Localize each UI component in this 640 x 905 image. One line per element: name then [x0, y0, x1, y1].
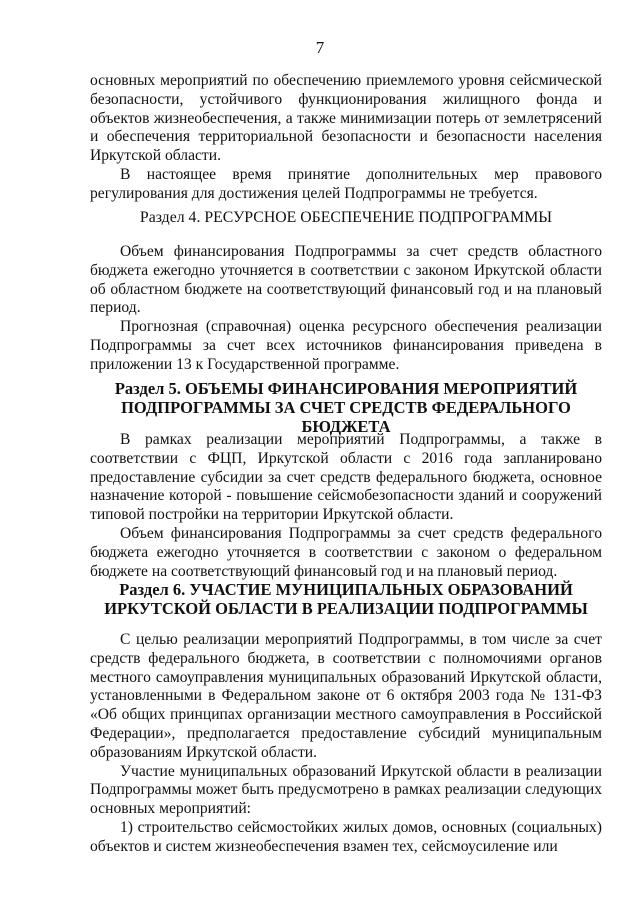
section-6-body — [90, 631, 602, 857]
section-4-heading: Раздел 4. РЕСУРСНОЕ ОБЕСПЕЧЕНИЕ ПОДПРОГРАММЫ — [139, 209, 553, 226]
section-4-paragraph-2: Прогнозная (справочная) оценка ресурсного обеспечения реализации Подпрограммы за счет всех источников финансирования приведена в приложении 13 к Государственной программе. — [90, 318, 602, 373]
section-4 — [90, 208, 602, 227]
section-5 — [90, 379, 602, 436]
section-6-heading-line-1: Раздел 6. УЧАСТИЕ МУНИЦИПАЛЬНЫХ ОБРАЗОВАНИЙ — [119, 580, 573, 599]
section-5-body — [90, 431, 602, 581]
section-6-paragraph-3: 1) строительство сейсмостойких жилых домов, основных (социальных) объектов и систем жизнеобеспечения взамен тех, сейсмоусиление или — [90, 818, 602, 855]
page-number: 7 — [315, 38, 325, 57]
section-5-paragraph-2: Объем финансирования Подпрограммы за счет средств федерального бюджета ежегодно уточняется в соответствии с законом о федеральном бюджете на соответствующий финансовый год и на плановый период. — [90, 524, 602, 580]
intro-paragraph-2: В настоящее время принятие дополнительных мер правового регулирования для достижения целей Подпрограммы не требуется. — [90, 165, 602, 202]
section-5-paragraph-1: В рамках реализации мероприятий Подпрограммы, а также в соответствии с ФЦП, Иркутской области с 2016 года запланировано предоставление субсидии за счет средств федерального бюджета, основное назначение которой - повышение сейсмобезопасности зданий и сооружений типовой постройки на территории Иркутской области. — [90, 431, 602, 524]
section-6-heading-line-2: ИРКУТСКОЙ ОБЛАСТИ В РЕАЛИЗАЦИИ ПОДПРОГРАММЫ — [104, 599, 588, 618]
section-5-heading-line-2: ПОДПРОГРАММЫ ЗА СЧЕТ СРЕДСТВ ФЕДЕРАЛЬНОГО БЮДЖЕТА — [121, 398, 571, 436]
section-6 — [90, 580, 602, 618]
section-4-paragraph-1: Объем финансирования Подпрограммы за счет средств областного бюджета ежегодно уточняется в соответствии с законом Иркутской области об областном бюджете на соответствующий финансовый год и на плановый период. — [90, 243, 602, 317]
section-6-paragraph-1: С целью реализации мероприятий Подпрограммы, в том числе за счет средств федерального бюджета, в соответствии с полномочиями органов местного самоуправления муниципальных образований Иркутской области, установленными в Федеральном законе от 6 октября 2003 года № 131-ФЗ «Об общих принципах организации местного самоуправления в Российской Федерации», предполагается предоставление субсидий муниципальным образованиям Иркутской области. — [90, 631, 602, 761]
section-4-body — [90, 243, 602, 375]
intro-paragraph-1: основных мероприятий по обеспечению приемлемого уровня сейсмической безопасности, устойчивого функционирования жилищного фонда и объектов жизнеобеспечения, а также минимизации потерь от землетрясений и обеспечения территориальной безопасности и безопасности населения Иркутской области. — [90, 72, 602, 165]
section-5-heading-line-1: Раздел 5. ОБЪЕМЫ ФИНАНСИРОВАНИЯ МЕРОПРИЯТИЙ — [114, 379, 578, 398]
intro-block — [90, 72, 602, 204]
section-6-paragraph-2: Участие муниципальных образований Иркутской области в реализации Подпрограммы может быть предусмотрено в рамках реализации следующих основных мероприятий: — [90, 762, 602, 818]
